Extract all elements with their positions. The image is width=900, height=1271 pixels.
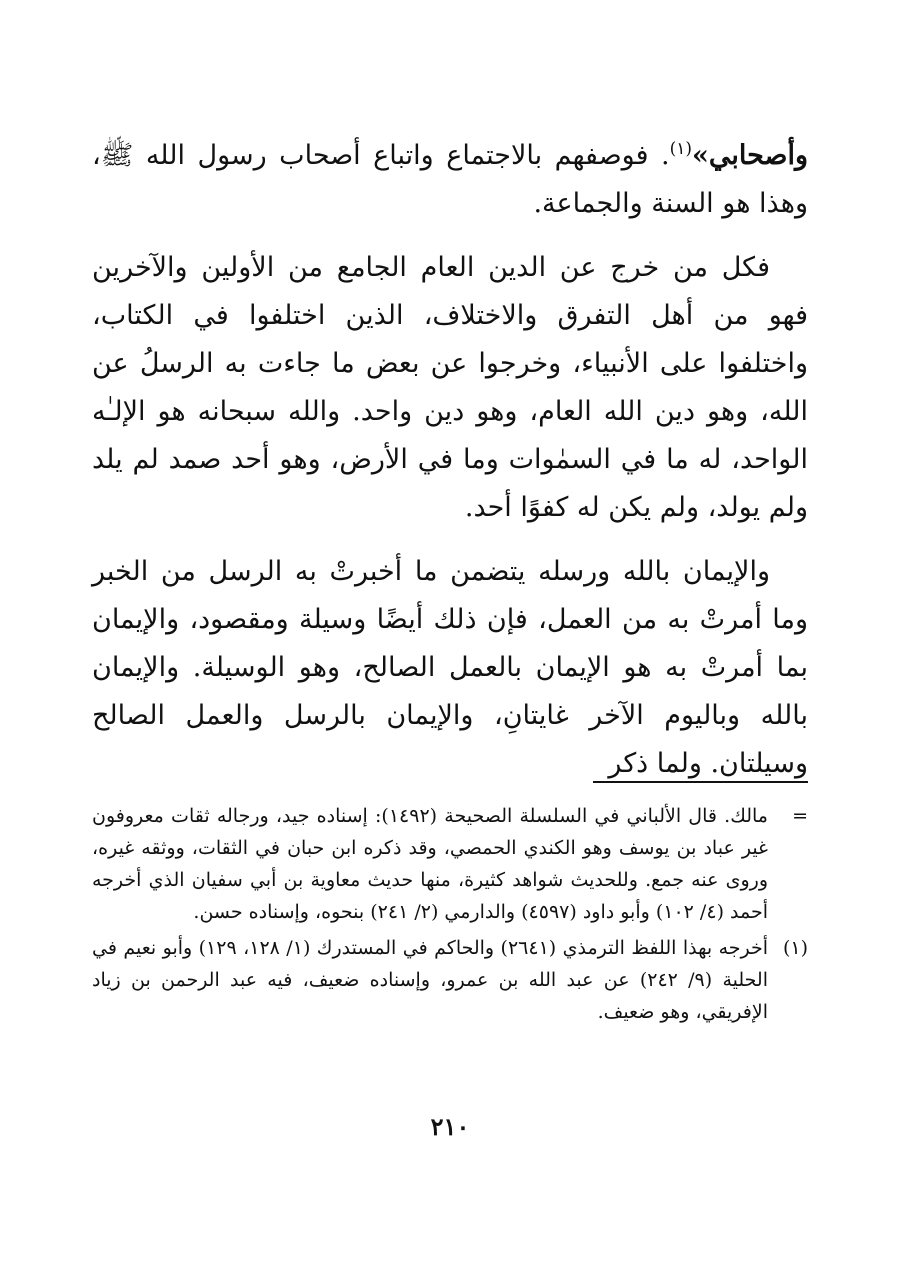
footnote-separator [593, 781, 808, 783]
footnote-text: مالك. قال الألباني في السلسلة الصحيحة (١٤٩٢): إسناده جيد، ورجاله ثقات معروفون غير عباد بن يوسف وهو الكندي الحمصي، وقد ذكره ابن حبان في الثقات، ووثقه غيره، وروى عنه جمع. وللحديث شواهد كثيرة، منها حديث معاوية بن أبي سفيان الذي أخرجه أحمد (٤/ ١٠٢) وأبو داود (٤٥٩٧) والدارمي (٢/ ٢٤١) بنحوه، وإسناده حسن. [92, 805, 768, 923]
footnote-marker: = [792, 805, 808, 827]
footnote-continued [92, 800, 808, 928]
footnotes [92, 800, 808, 1032]
footnote-reference-1: (١) [669, 139, 692, 159]
page-number: ٢١٠ [430, 1112, 470, 1141]
paragraph-1-text: . فوصفهم بالاجتماع واتباع أصحاب رسول الله ﷺ، وهذا هو السنة والجماعة. [92, 140, 808, 219]
footnote-marker: (١) [782, 937, 808, 959]
paragraph-1 [92, 132, 808, 228]
quote-end: وأصحابي» [691, 140, 808, 171]
footnote-1 [92, 932, 808, 1028]
paragraph-3: والإيمان بالله ورسله يتضمن ما أخبرتْ به الرسل من الخبر وما أمرتْ به من العمل، فإن ذلك أيضًا وسيلة ومقصود، والإيمان بما أمرتْ به هو الإيمان بالعمل الصالح، وهو الوسيلة. والإيمان بالله وباليوم الآخر غايتانِ، والإيمان بالرسل والعمل الصالح وسيلتان. ولما ذكر [92, 556, 808, 779]
main-text [92, 132, 808, 788]
footnote-text: أخرجه بهذا اللفظ الترمذي (٢٦٤١) والحاكم في المستدرك (١/ ١٢٨، ١٢٩) وأبو نعيم في الحلية (٩/ ٢٤٢) عن عبد الله بن عمرو، وإسناده ضعيف، فيه عبد الرحمن بن زياد الإفريقي، وهو ضعيف. [92, 937, 769, 1023]
paragraph-2: فكل من خرج عن الدين العام الجامع من الأولين والآخرين فهو من أهل التفرق والاختلاف، الذين اختلفوا في الكتاب، واختلفوا على الأنبياء، وخرجوا عن بعض ما جاءت به الرسلُ عن الله، وهو دين الله العام، وهو دين واحد. والله سبحانه هو الإلـٰه الواحد، له ما في السمٰوات وما في الأرض، وهو أحد صمد لم يلد ولم يولد، ولم يكن له كفوًا أحد. [92, 252, 808, 523]
